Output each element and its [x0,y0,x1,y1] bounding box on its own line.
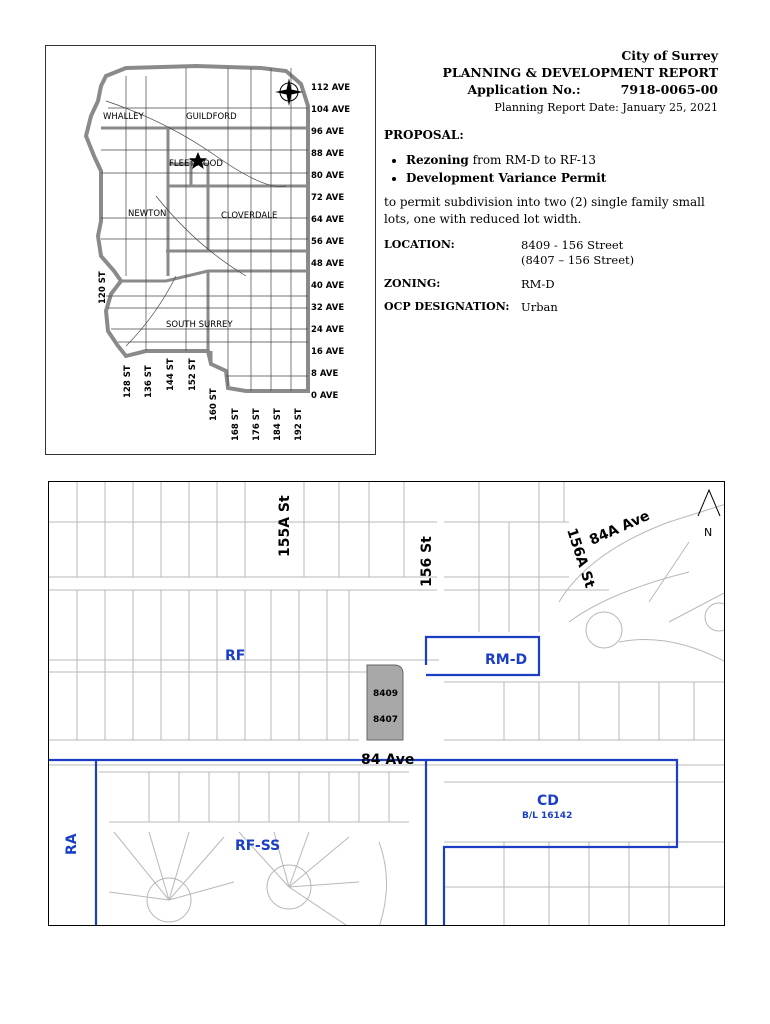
ocp-value: Urban [521,300,558,315]
proposal-list [384,152,718,186]
zoning-value: RM-D [521,276,555,291]
location-row [384,238,718,269]
proposal-item-text: from RM-D to RF-13 [468,152,597,167]
location-line-1: 8409 - 156 Street [521,237,624,252]
avenue-label: 80 AVE [311,171,345,181]
application-row [384,82,718,99]
street-155a: 155A St [277,495,293,557]
street-label: 192 ST [294,408,304,441]
avenue-label: 104 AVE [311,105,351,115]
zoning-label: ZONING: [384,276,441,290]
avenue-label: 40 AVE [311,281,345,291]
street-label: 120 ST [98,271,108,304]
ocp-row [384,300,718,316]
proposal-description: to permit subdivision into two (2) single family small lots, one with reduced lot width. [384,195,705,226]
report-header [384,48,718,316]
ocp-label: OCP DESIGNATION: [384,300,510,314]
street-label: 168 ST [231,408,241,441]
street-label: 160 ST [209,388,219,421]
avenue-label: 112 AVE [311,83,351,93]
application-label: Application No.: [467,81,581,97]
avenue-label: 16 AVE [311,347,345,357]
area-cloverdale: CLOVERDALE [221,211,278,221]
lot-number: 8409 [373,689,399,699]
north-label: N [704,526,713,539]
zoning-row [384,277,718,293]
report-title: PLANNING & DEVELOPMENT REPORT [442,64,718,80]
zoning-map [48,481,725,926]
street-156a: 156A St [563,526,598,590]
street-label: 144 ST [166,358,176,391]
north-arrow-icon [698,490,720,539]
avenue-label: 8 AVE [311,369,339,379]
proposal-item [406,152,718,168]
locator-map-graphic [46,46,377,456]
avenue-label: 72 AVE [311,193,345,203]
zoning-map-graphic [49,482,725,926]
area-guildford: GUILDFORD [186,112,237,122]
zone-rf: RF [225,648,246,664]
area-south-surrey: SOUTH SURREY [166,320,233,330]
area-whalley: WHALLEY [103,112,144,122]
city-name: City of Surrey [621,48,718,63]
proposal-item-bold: Rezoning [406,152,469,167]
avenue-label: 48 AVE [311,259,345,269]
report-date: Planning Report Date: January 25, 2021 [494,100,718,114]
proposal-item-bold: Development Variance Permit [406,170,607,185]
street-label: 136 ST [144,365,154,398]
avenue-label: 24 AVE [311,325,345,335]
locator-map [45,45,376,455]
avenue-label: 32 AVE [311,303,345,313]
area-newton: NEWTON [128,209,167,219]
avenue-label: 64 AVE [311,215,345,225]
avenue-labels [311,83,350,401]
avenue-label: 88 AVE [311,149,345,159]
proposal-heading: PROPOSAL: [384,128,464,143]
area-fleetwood: FLEETWOOD [169,159,223,169]
zone-ra: RA [64,833,80,855]
zone-cd: CD [537,793,559,809]
proposal-item [406,170,718,186]
street-156: 156 St [419,536,435,587]
zone-cd-bylaw: B/L 16142 [522,811,573,821]
street-label: 128 ST [123,365,133,398]
street-84a: 84A Ave [587,507,653,549]
street-84: 84 Ave [361,752,415,768]
location-label: LOCATION: [384,237,455,251]
subject-lot [367,665,403,740]
location-line-2: (8407 – 156 Street) [521,253,635,268]
avenue-label: 56 AVE [311,237,345,247]
application-number: 7918-0065-00 [620,81,718,97]
lot-number: 8407 [373,715,399,725]
avenue-label: 0 AVE [311,391,339,401]
street-label: 184 ST [273,408,283,441]
zone-rm-d: RM-D [485,652,528,668]
avenue-label: 96 AVE [311,127,345,137]
street-label: 176 ST [252,408,262,441]
street-label: 152 ST [188,358,198,391]
location-value [521,238,634,269]
zone-rf-ss: RF-SS [235,838,281,854]
